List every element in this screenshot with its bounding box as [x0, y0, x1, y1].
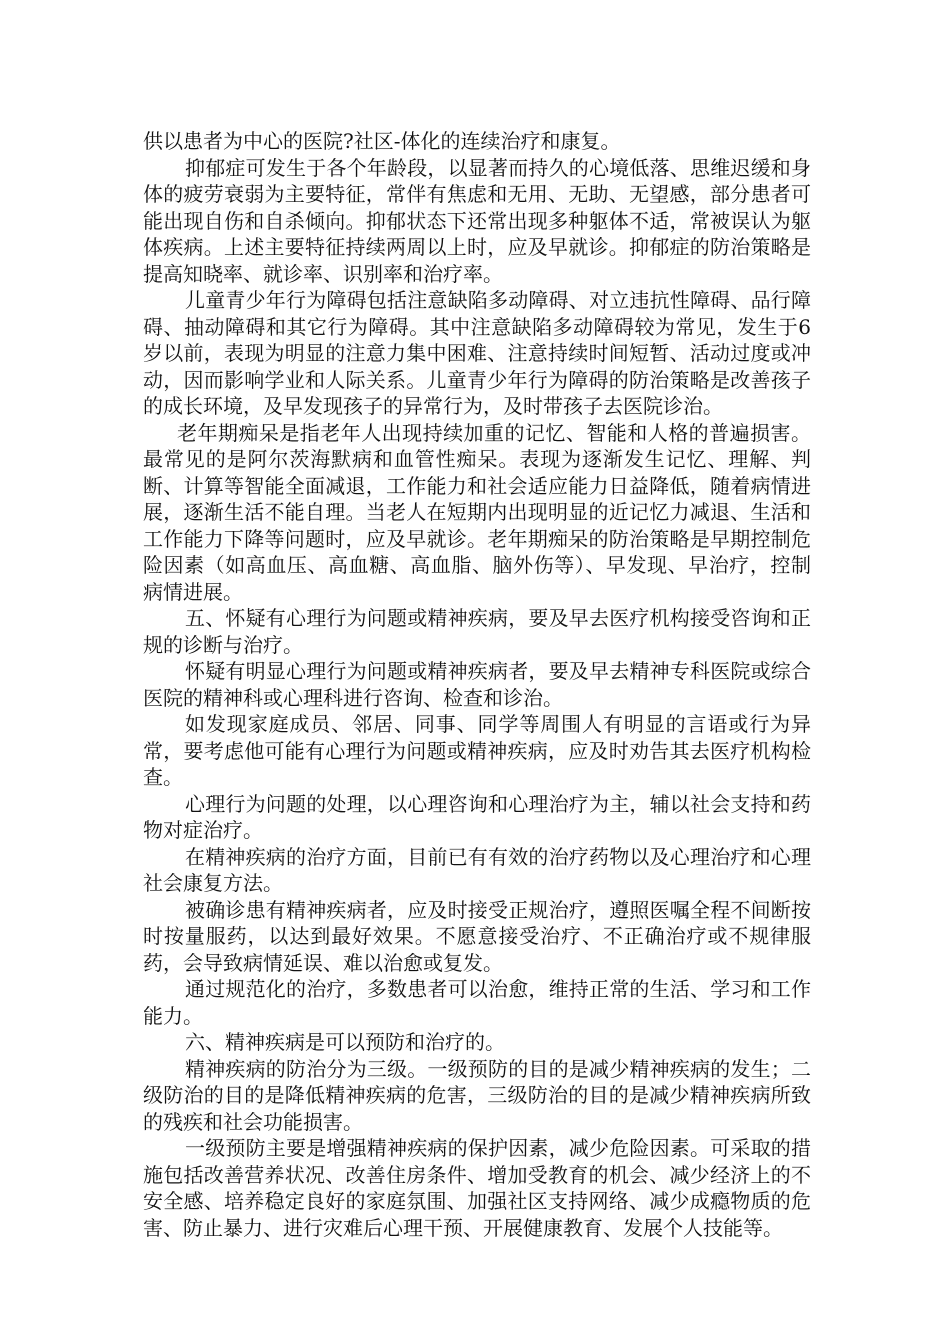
paragraph-three-levels: 精神疾病的防治分为三级。一级预防的目的是减少精神疾病的发生；二级防治的目的是降低精神疾病的危害，三级防治的目的是减少精神疾病所致的残疾和社会功能损害。 [143, 1056, 811, 1134]
paragraph-treatment-approach: 心理行为问题的处理，以心理咨询和心理治疗为主，辅以社会支持和药物对症治疗。 [143, 791, 811, 842]
paragraph-treatment-methods: 在精神疾病的治疗方面，目前已有有效的治疗药物以及心理治疗和心理社会康复方法。 [143, 844, 811, 895]
paragraph-adherence: 被确诊患有精神疾病者，应及时接受正规治疗，遵照医嘱全程不间断按时按量服药，以达到最好效果。不愿意接受治疗、不正确治疗或不规律服药，会导致病情延误、难以治愈或复发。 [143, 897, 811, 975]
section-heading-5: 五、怀疑有心理行为问题或精神疾病，要及早去医疗机构接受咨询和正规的诊断与治疗。 [143, 606, 811, 657]
document-body [143, 128, 811, 1241]
paragraph-dementia: 老年期痴呆是指老年人出现持续加重的记忆、智能和人格的普遍损害。最常见的是阿尔茨海默病和血管性痴呆。表现为逐渐发生记忆、理解、判断、计算等智能全面减退，工作能力和社会适应能力日益降低，随着病情进展，逐渐生活不能自理。当老人在短期内出现明显的近记忆力减退、生活和工作能力下降等问题时，应及早就诊。老年期痴呆的防治策略是早期控制危险因素（如高血压、高血糖、高血脂、脑外伤等）、早发现、早治疗，控制病情进展。 [143, 420, 811, 604]
paragraph-seek-care: 怀疑有明显心理行为问题或精神疾病者，要及早去精神专科医院或综合医院的精神科或心理科进行咨询、检查和诊治。 [143, 659, 811, 710]
paragraph-others-abnormal: 如发现家庭成员、邻居、同事、同学等周围人有明显的言语或行为异常，要考虑他可能有心理行为问题或精神疾病，应及时劝告其去医疗机构检查。 [143, 712, 811, 789]
paragraph-primary-prevention: 一级预防主要是增强精神疾病的保护因素，减少危险因素。可采取的措施包括改善营养状况、改善住房条件、增加受教育的机会、减少经济上的不安全感、培养稳定良好的家庭氛围、加强社区支持网络、减少成瘾物质的危害、防止暴力、进行灾难后心理干预、开展健康教育、发展个人技能等。 [143, 1136, 811, 1240]
paragraph-outcome: 通过规范化的治疗，多数患者可以治愈，维持正常的生活、学习和工作能力。 [143, 977, 811, 1028]
paragraph-child-behavior: 儿童青少年行为障碍包括注意缺陷多动障碍、对立违抗性障碍、品行障碍、抽动障碍和其它行为障碍。其中注意缺陷多动障碍较为常见，发生于6岁以前，表现为明显的注意力集中困难、注意持续时间短暂、活动过度或冲动，因而影响学业和人际关系。儿童青少年行为障碍的防治策略是改善孩子的成长环境，及早发现孩子的异常行为，及时带孩子去医院诊治。 [143, 288, 811, 418]
section-heading-6: 六、精神疾病是可以预防和治疗的。 [185, 1030, 505, 1054]
paragraph-continuation: 供以患者为中心的医院?社区-体化的连续治疗和康复。 [143, 129, 621, 153]
paragraph-depression: 抑郁症可发生于各个年龄段，以显著而持久的心境低落、思维迟缓和身体的疲劳衰弱为主要特征，常伴有焦虑和无用、无助、无望感，部分患者可能出现自伤和自杀倾向。抑郁状态下还常出现多种躯体不适，常被误认为躯体疾病。上述主要特征持续两周以上时，应及早就诊。抑郁症的防治策略是提高知晓率、就诊率、识别率和治疗率。 [143, 155, 811, 286]
